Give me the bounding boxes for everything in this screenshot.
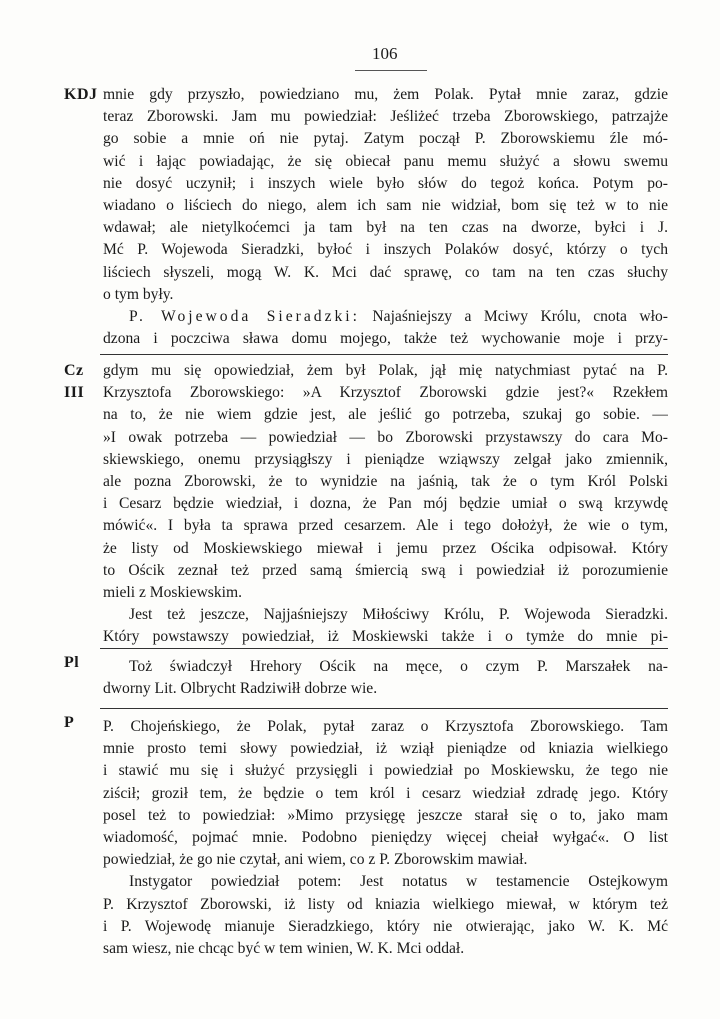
text-line: sam wiesz, nie chcąc być w tem winien, W. K. Mci oddał.: [103, 940, 465, 958]
section-4-text: [103, 716, 668, 960]
text-line: wić i łając powiadając, że się obiecał panu memu służyć a słowu swemu: [103, 152, 668, 170]
text-line: to Ościk zeznał też przed samą śmiercią swą i powiedział iż porozumienie: [103, 561, 668, 579]
text-line: mieli z Moskiewskim.: [103, 584, 243, 602]
speaker-text: Najaśniejszy a Mciwy Królu, cnota wło-: [372, 308, 668, 326]
text-line: teraz Zborowski. Jam mu powiedział: Jeśliżeć trzeba Zborowskiego, patrzajże: [103, 108, 668, 126]
text-line: go sobie a mnie oń nie pytaj. Zatym począł P. Zborowskiemu źle mó-: [103, 130, 668, 148]
text-line: wdawał; ale nietylkoćemci ja tam był na ten czas na dworze, byłci i J.: [103, 219, 668, 237]
page-number-underline: [355, 70, 427, 71]
speaker-line: [103, 306, 668, 328]
text-line: nie dosyć uczynił; i inszych wiele było słów do tegoż końca. Potym po-: [103, 174, 668, 192]
text-line: i P. Wojewodę mianuje Sieradzkiego, który nie otwierając, jako W. K. Mć: [103, 917, 668, 935]
section-divider: [100, 648, 668, 649]
section-marker-kdj: [64, 84, 98, 106]
text-line: ziścił; groził tem, że będzie o tem król i cesarz wiedział zdradę jego. Który: [103, 784, 668, 802]
text-line: Który powstawszy powiedział, iż Moskiewski także i o tymże do mnie pi-: [103, 628, 668, 646]
section-marker-cz-iii: [64, 360, 84, 404]
text-line: mnie prosto temi słowy powiedział, iż wziął pieniądze od kniazia wielkiego: [103, 740, 668, 758]
text-line: na to, że nie wiem gdzie jest, ale jeślić go potrzeba, szukaj go sobie. —: [103, 406, 668, 424]
text-line: mnie gdy przyszło, powiedziano mu, żem Polak. Pytał mnie zaraz, gdzie: [103, 86, 668, 103]
text-line: o tym były.: [103, 285, 174, 303]
text-line: Jest też jeszcze, Najjaśniejszy Miłościwy Królu, P. Wojewoda Sieradzki.: [129, 606, 668, 624]
marker-label: Pl: [64, 654, 80, 671]
section-divider: [100, 708, 668, 709]
marker-label: Cz: [64, 362, 84, 379]
marker-label: P: [64, 714, 75, 731]
text-line: i stawić mu się i służyć przysięgli i powiedział po Moskiewsku, że tego nie: [103, 762, 668, 780]
text-line: powiedział, że go nie czytał, ani wiem, co z P. Zborowskim mawiał.: [103, 851, 528, 869]
text-line: dzona i poczciwa sława domu mojego, także też wychowanie moje i przy-: [103, 330, 668, 348]
text-line: Toż świadczył Hrehory Ościk na męce, o czym P. Marszałek na-: [129, 658, 668, 675]
text-line: skiewskiego, onemu przysiągłszy i pieniądze wziąwszy zelgał jako zmiennik,: [103, 450, 668, 468]
text-line: Mć P. Wojewoda Sieradzki, byłoć i inszych Polaków dosyć, którzy o tych: [103, 241, 668, 259]
marker-label: III: [64, 384, 85, 401]
marker-label: KDJ: [64, 86, 98, 103]
page-number: 106: [372, 44, 398, 63]
text-line: dworny Lit. Olbrycht Radziwiłł dobrze wie.: [103, 680, 378, 698]
text-line: P. Chojeńskiego, że Polak, pytał zaraz o Krzysztofa Zborowskiego. Tam: [103, 718, 668, 735]
speaker-name: P. Wojewoda Sieradzki:: [129, 308, 360, 326]
text-line: ale pozna Zborowski, że to wynidzie na jaśnią, tak że o tym Król Polski: [103, 473, 668, 491]
text-line: gdym mu się opowiedział, żem był Polak, jął mię natychmiast pytać na P.: [103, 362, 668, 379]
section-3-text: [103, 656, 668, 700]
text-line: wiadomość, pojmać mnie. Podobno pieniędzy więcej cheiał wyłgać«. O list: [103, 829, 668, 847]
text-line: P. Krzysztof Zborowski, iż listy od kniazia wielkiego miewał, w którym też: [103, 895, 668, 913]
text-line: Krzysztofa Zborowskiego: »A Krzysztof Zborowski gdzie jest?« Rzekłem: [103, 384, 668, 402]
section-marker-p: [64, 712, 74, 734]
text-line: liściech słyszeli, mogą W. K. Mci dać sprawę, co tam na ten czas słuchy: [103, 263, 668, 281]
text-line: mówić«. I była ta sprawa przed cesarzem. Ale i tego dołożył, że wie o tym,: [103, 517, 668, 535]
text-line: i Cesarz będzie wiedział, i dozna, że Pan mój będzie umiał o swą krzywdę: [103, 495, 668, 513]
text-line: że listy od Moskiewskiego miewał i jemu przez Ościka odpisował. Który: [103, 539, 668, 557]
section-1-text: [103, 84, 668, 350]
section-2-text: [103, 360, 668, 649]
section-marker-pl: [64, 652, 79, 674]
text-line: Instygator powiedział potem: Jest notatus w testamencie Ostejkowym: [129, 873, 668, 891]
text-line: wiadano o liściech do niego, alem ich sam nie widział, bom się też w to nie: [103, 197, 668, 215]
text-line: »I owak potrzeba — powiedział — bo Zborowski przystawszy do cara Mo-: [103, 428, 668, 446]
section-divider: [100, 354, 668, 355]
text-line: posel też to powiedział: »Mimo przysięgę jeszcze starał się o to, jako mam: [103, 806, 668, 824]
